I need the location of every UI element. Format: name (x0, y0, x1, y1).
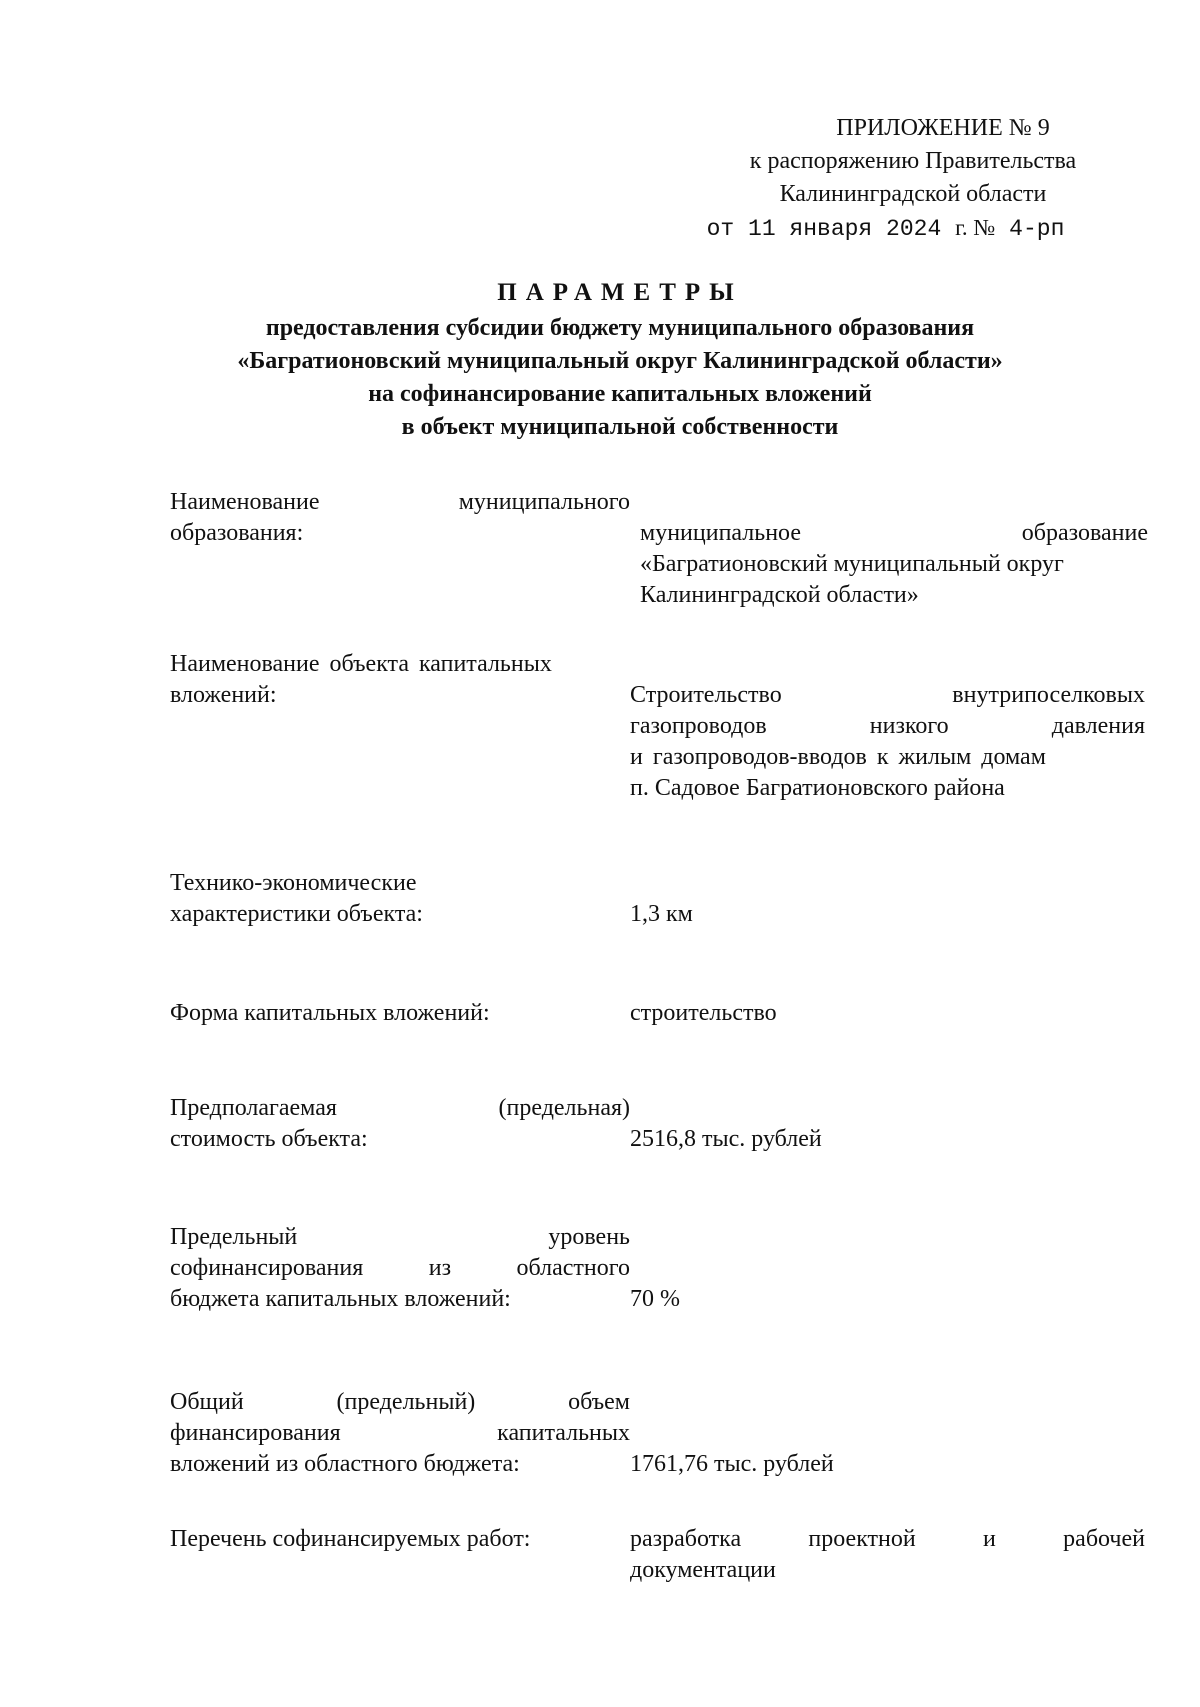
appendix-header (678, 112, 1148, 246)
param-value: 1,3 км (630, 901, 693, 927)
param-label (170, 1093, 630, 1155)
label-line: Наименование объекта капитальных (170, 651, 552, 677)
title-line-3: на софинансирование капитальных вложений (368, 381, 872, 407)
param-label (170, 868, 630, 930)
param-cofinancing-level (170, 1222, 1150, 1322)
label-word: Наименование (170, 489, 320, 515)
label-word: муниципального (458, 489, 630, 515)
value-line: «Багратионовский муниципальный округ (640, 551, 1064, 577)
param-label (170, 487, 630, 549)
label-line: стоимость объекта: (170, 1126, 368, 1152)
label-word: финансирования (170, 1420, 341, 1446)
appendix-date-line (678, 211, 1148, 246)
param-cost (170, 1093, 1150, 1163)
param-value: 2516,8 тыс. рублей (630, 1126, 822, 1152)
label-word: (предельная) (498, 1095, 630, 1121)
label-line: вложений: (170, 682, 277, 708)
param-municipality (170, 487, 1150, 617)
appendix-region-line: Калининградской области (779, 181, 1047, 207)
value-word: муниципальное (640, 520, 801, 546)
appendix-number: ПРИЛОЖЕНИЕ № 9 (836, 115, 1050, 141)
date-mid: г. № (955, 215, 996, 240)
label-line: бюджета капитальных вложений: (170, 1286, 511, 1312)
value-word: рабочей (1063, 1526, 1145, 1552)
date-prefix: от 11 января 2024 (706, 216, 942, 242)
label-word: объем (568, 1389, 630, 1415)
param-characteristics (170, 868, 1150, 938)
label-word: Предельный (170, 1224, 298, 1250)
value-word: и (983, 1526, 996, 1552)
param-value (630, 680, 1145, 804)
value-word: Строительство (630, 682, 782, 708)
label-word: софинансирования (170, 1255, 364, 1281)
param-label (170, 1387, 630, 1480)
title-line-2: «Багратионовский муниципальный округ Калининградской области» (237, 348, 1003, 374)
label-word: Предполагаемая (170, 1095, 337, 1121)
value-word: низкого (869, 713, 949, 739)
label-word: из (428, 1255, 452, 1281)
param-value (630, 1524, 1145, 1586)
label-line: образования: (170, 520, 304, 546)
value-word: давления (1051, 713, 1145, 739)
value-word: газопроводов (630, 713, 767, 739)
title-main: ПАРАМЕТРЫ (497, 279, 743, 306)
label-line: Технико-экономические (170, 870, 417, 896)
value-line: Калининградской области» (640, 582, 919, 608)
value-line: документации (630, 1557, 776, 1583)
label-word: областного (516, 1255, 630, 1281)
label-word: (предельный) (336, 1389, 476, 1415)
param-value: 1761,76 тыс. рублей (630, 1451, 834, 1477)
label-word: Общий (170, 1389, 244, 1415)
param-form (170, 998, 1150, 1033)
param-label (170, 649, 630, 711)
document-number: 4-рп (1009, 216, 1065, 242)
value-word: разработка (630, 1526, 742, 1552)
param-object (170, 649, 1150, 809)
value-word: образование (1021, 520, 1148, 546)
document-title (150, 276, 1090, 444)
value-word: проектной (808, 1526, 916, 1552)
param-label (170, 1222, 630, 1315)
title-line-1: предоставления субсидии бюджету муниципального образования (265, 315, 975, 341)
param-value: строительство (630, 1000, 777, 1026)
param-label: Перечень софинансируемых работ: (170, 1526, 531, 1552)
param-value: 70 % (630, 1286, 680, 1312)
label-word: уровень (548, 1224, 630, 1250)
label-line: характеристики объекта: (170, 901, 423, 927)
param-value (640, 518, 1148, 611)
value-line: п. Садовое Багратионовского района (630, 775, 1005, 801)
value-word: внутрипоселковых (952, 682, 1145, 708)
param-label: Форма капитальных вложений: (170, 1000, 490, 1026)
label-line: вложений из областного бюджета: (170, 1451, 520, 1477)
label-word: капитальных (497, 1420, 630, 1446)
appendix-ref-line: к распоряжению Правительства (749, 148, 1077, 174)
param-financing-volume (170, 1387, 1150, 1487)
title-line-4: в объект муниципальной собственности (401, 414, 839, 440)
param-works-list (170, 1524, 1150, 1594)
value-line: и газопроводов-вводов к жилым домам (630, 744, 1046, 770)
